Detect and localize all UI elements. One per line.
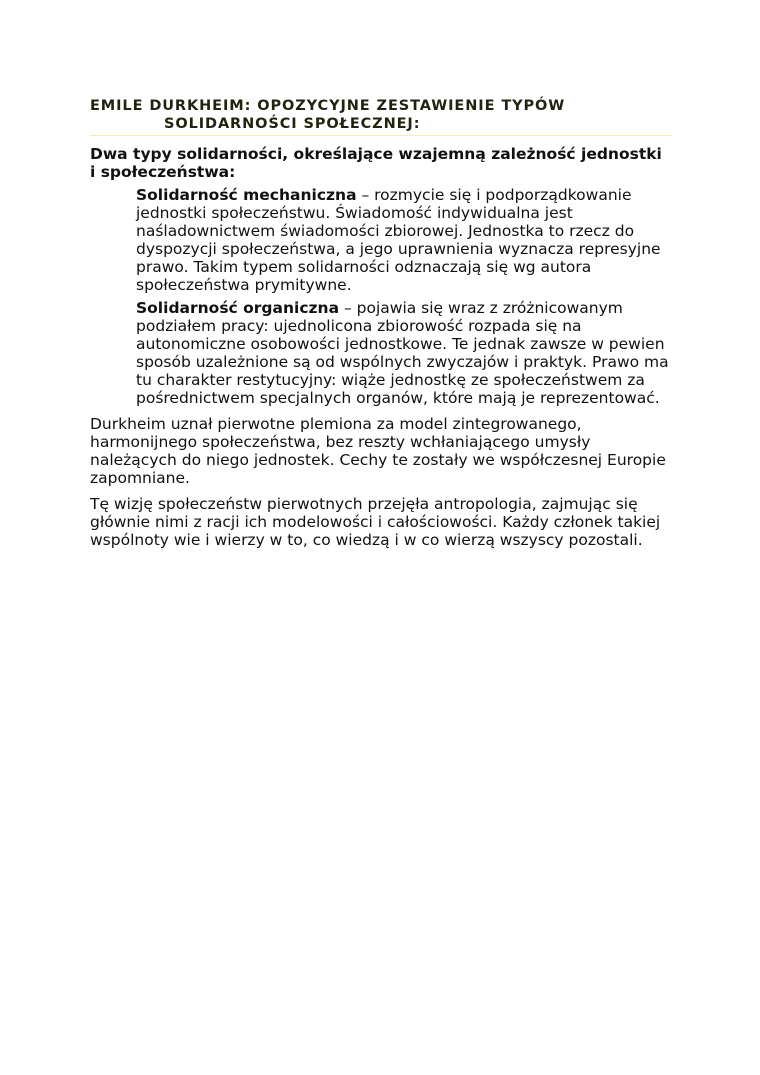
body-paragraph: Durkheim uznał pierwotne plemiona za model zintegrowanego, harmonijnego społeczeństwa, bez reszty wchłaniającego umysły należących do niego jednostek. Cechy te zostały we współczesnej Europie zapomniane. [90, 415, 666, 487]
document-page [90, 97, 672, 549]
heading-line-2: SOLIDARNOŚCI SPOŁECZNEJ: [164, 116, 421, 132]
item-term: Solidarność organiczna [136, 299, 340, 317]
list-item-organic-solidarity [136, 299, 672, 407]
list-item-mechanical-solidarity [136, 186, 672, 294]
section-subheading: Dwa typy solidarności, określające wzajemną zależność jednostki i społeczeństwa: [90, 145, 662, 181]
body-paragraph: Tę wizję społeczeństw pierwotnych przejęła antropologia, zajmując się głównie nimi z racji ich modelowości i całościowości. Każdy członek takiej wspólnoty wie i wierzy w to, co wiedzą i w co wierzą wszyscy pozostali. [90, 495, 661, 549]
heading-line-1: EMILE DURKHEIM: OPOZYCYJNE ZESTAWIENIE TYPÓW [90, 98, 566, 114]
item-term: Solidarność mechaniczna [136, 186, 357, 204]
item-text: – pojawia się wraz z zróżnicowanym podziałem pracy: ujednolicona zbiorowość rozpada się na autonomiczne osobowości jednostkowe. Te jednak zawsze w pewien sposób uzależnione są od wspólnych zwyczajów i praktyk. Prawo ma tu charakter restytucyjny: wiąże jednostkę ze społeczeństwem za pośrednictwem specjalnych organów, które mają je reprezentować. [136, 299, 669, 407]
item-text: – rozmycie się i podporządkowanie jednostki społeczeństwu. Świadomość indywidualna jest naśladownictwem świadomości zbiorowej. Jednostka to rzecz do dyspozycji społeczeństwa, a jego uprawnienia wyznacza represyjne prawo. Takim typem solidarności odznaczają się wg autora społeczeństwa prymitywne. [136, 186, 661, 294]
document-heading [90, 97, 672, 136]
